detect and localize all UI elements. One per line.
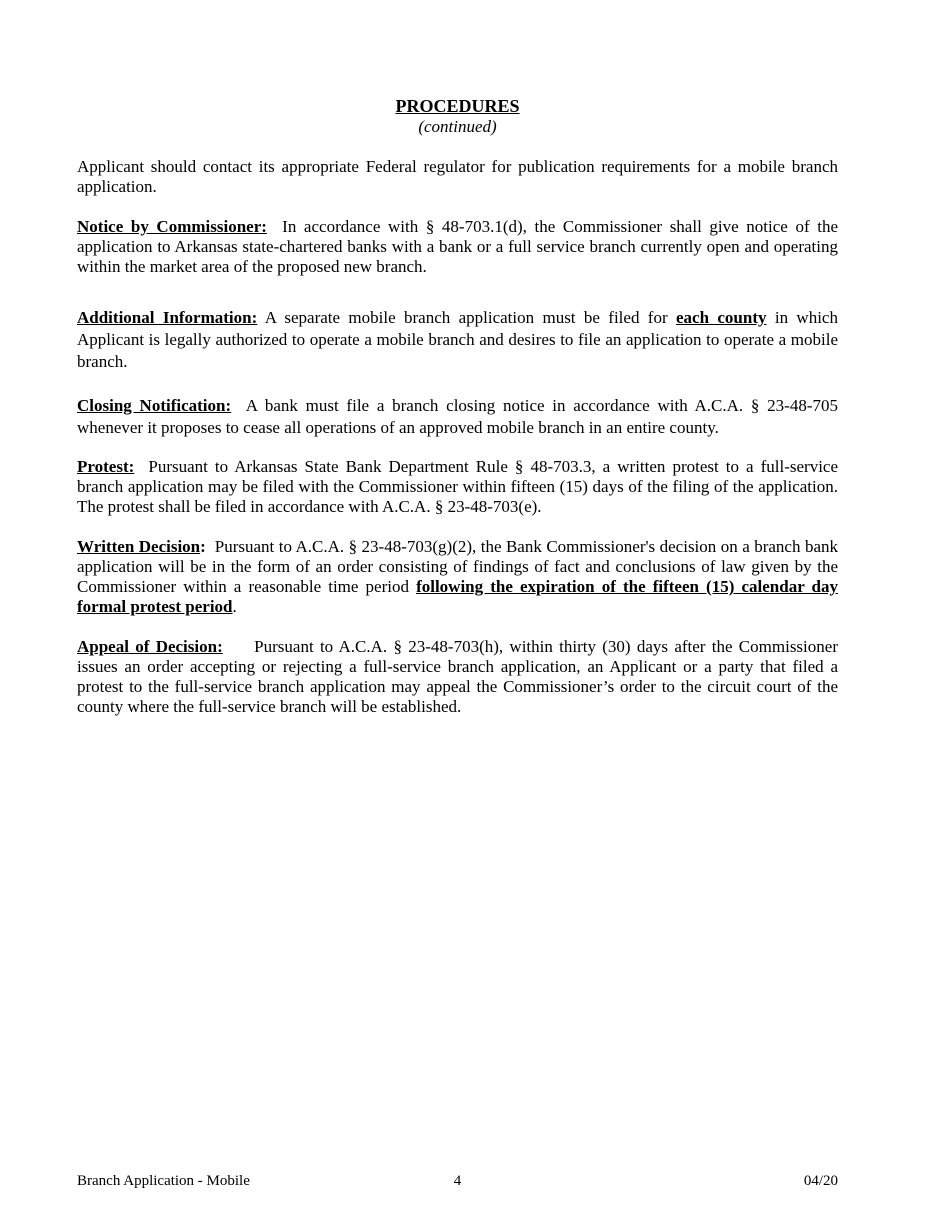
page-footer: [77, 1171, 838, 1191]
footer-revision-date: 04/20: [803, 1173, 838, 1189]
paragraph-notice-by-commissioner: [77, 217, 838, 277]
footer-document-name: Branch Application - Mobile: [77, 1173, 250, 1189]
paragraph-additional-information: [77, 307, 838, 373]
additional-information-text-before: A separate mobile branch application must be filed for: [264, 308, 668, 327]
written-decision-emphasis: following the expiration of the fifteen (15) calendar day formal protest period: [77, 577, 838, 616]
closing-notification-text: A bank must file a branch closing notice in accordance with A.C.A. § 23-48-705 whenever it proposes to cease all operations of an approved mobile branch in an entire county.: [77, 396, 838, 437]
appeal-of-decision-label: Appeal of Decision:: [77, 637, 223, 656]
paragraph-publication-text: Applicant should contact its appropriate Federal regulator for publication requirements for a mobile branch application.: [77, 157, 838, 196]
footer-page-number: 4: [453, 1173, 462, 1189]
paragraph-protest: [77, 457, 838, 517]
protest-label: Protest:: [77, 457, 135, 476]
page-title: PROCEDURES: [395, 96, 520, 116]
additional-information-text-after: in which Applicant is legally authorized to operate a mobile branch and desires to file an application to operate a mobile branch.: [77, 308, 838, 371]
written-decision-label-colon: :: [200, 537, 206, 556]
notice-by-commissioner-text: In accordance with § 48-703.1(d), the Commissioner shall give notice of the application to Arkansas state-chartered banks with a bank or a full service branch currently open and operating within the market area of the proposed new branch.: [77, 217, 838, 276]
notice-by-commissioner-label: Notice by Commissioner:: [77, 217, 267, 236]
additional-information-emphasis: each county: [675, 308, 767, 327]
closing-notification-label: Closing Notification:: [77, 396, 232, 415]
written-decision-text-after: .: [232, 597, 237, 616]
protest-text: Pursuant to Arkansas State Bank Department Rule § 48-703.3, a written protest to a full-service branch application may be filed with the Commissioner within fifteen (15) days of the filing of the application. The protest shall be filed in accordance with A.C.A. § 23-48-703(e).: [77, 457, 839, 516]
additional-information-label: Additional Information:: [77, 308, 258, 327]
paragraph-closing-notification: [77, 395, 838, 439]
paragraph-written-decision: [77, 537, 838, 617]
appeal-of-decision-text: Pursuant to A.C.A. § 23-48-703(h), within thirty (30) days after the Commissioner issues an order accepting or rejecting a full-service branch application, an Applicant or a party that filed a protest to the full-service branch application may appeal the Commissioner’s order to the circuit court of the county where the full-service branch will be established.: [77, 637, 838, 716]
written-decision-label: Written Decision: [77, 537, 201, 556]
paragraph-publication: [77, 157, 838, 197]
written-decision-text-before: Pursuant to A.C.A. § 23-48-703(g)(2), the Bank Commissioner's decision on a branch bank application will be in the form of an order consisting of findings of fact and conclusions of law given by the Commissioner within a reasonable time period: [77, 537, 838, 596]
document-page: [77, 95, 838, 717]
paragraph-appeal-of-decision: [77, 637, 838, 717]
page-subtitle: (continued): [418, 117, 497, 136]
